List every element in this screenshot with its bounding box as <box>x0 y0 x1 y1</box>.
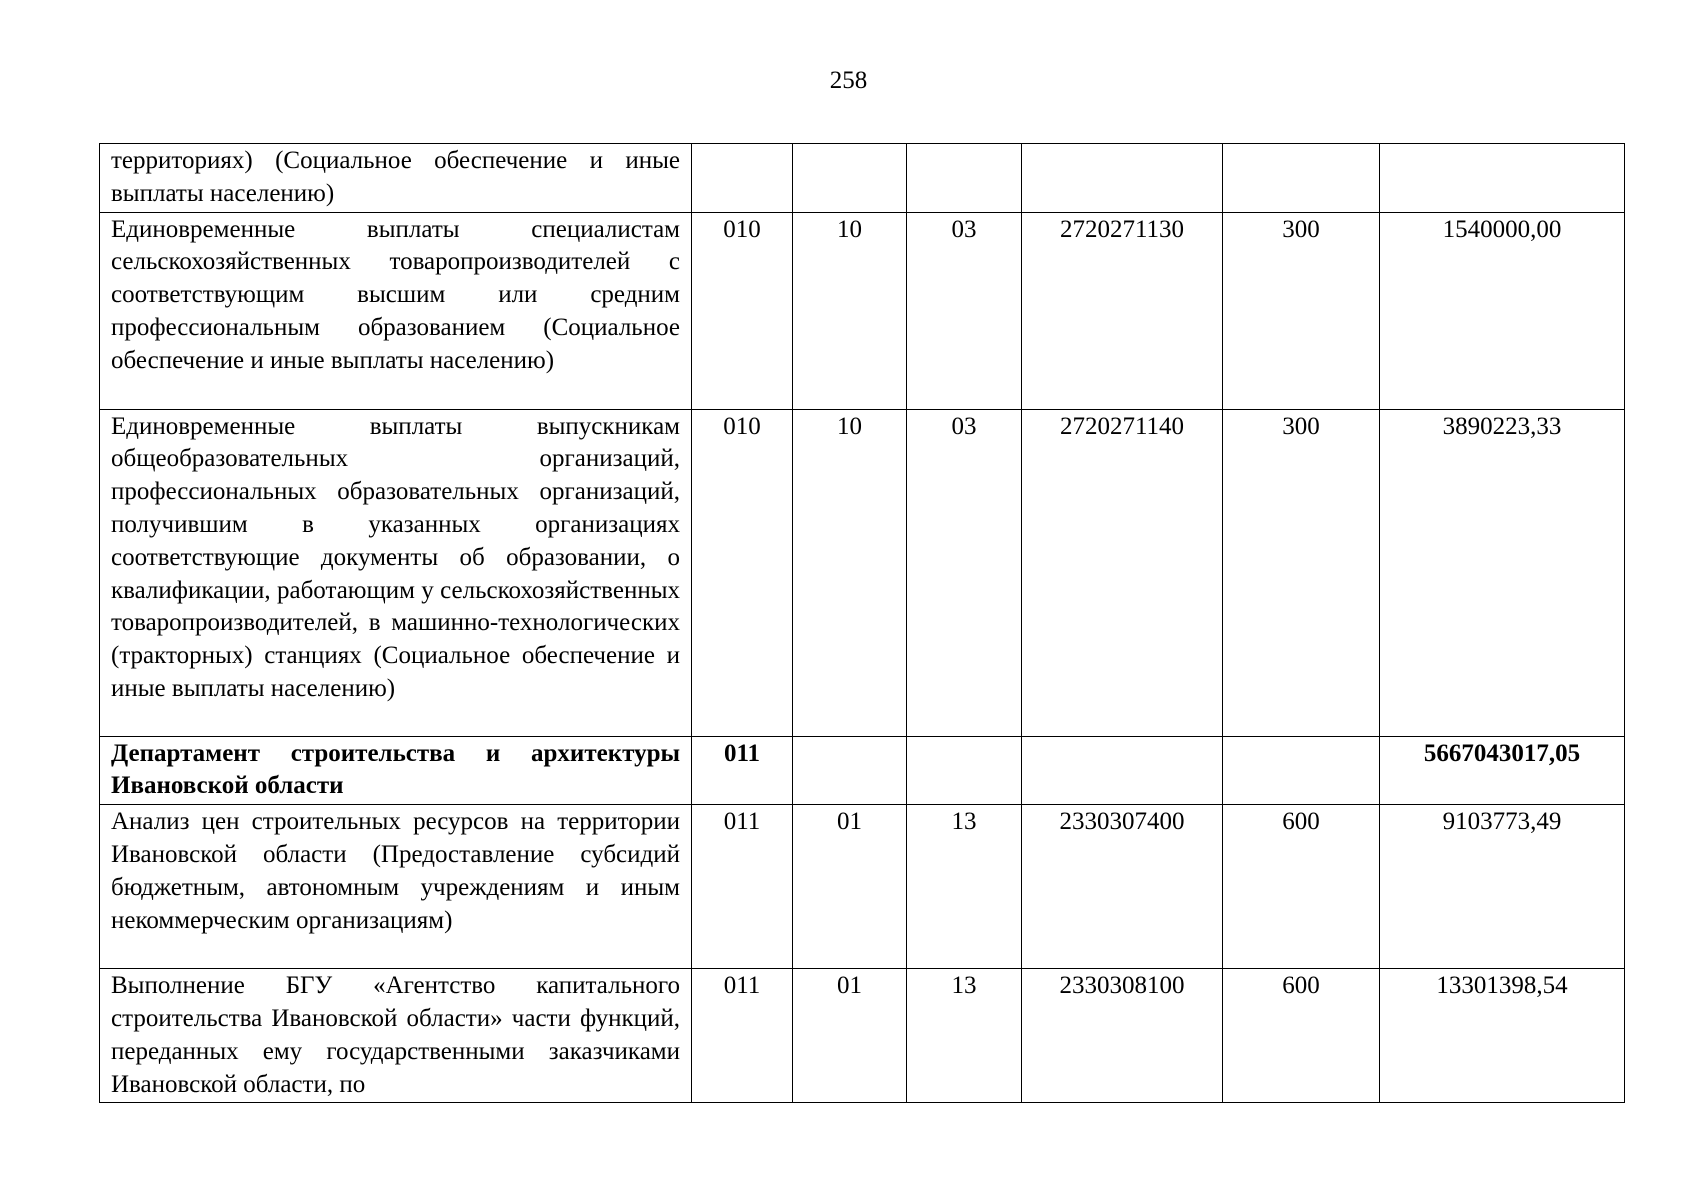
amount: 9103773,49 <box>1380 805 1625 969</box>
expense-type-code <box>1223 736 1380 805</box>
row-name: Единовременные выплаты специалистам сельскохозяйственных товаропроизводителей с соответствующим высшим или средним профессиональным образованием (Социальное обеспечение и иные выплаты населению) <box>100 212 692 409</box>
table-row <box>100 409 1625 736</box>
table-row-department <box>100 736 1625 805</box>
section-code: 10 <box>793 409 907 736</box>
ministry-code: 010 <box>692 409 793 736</box>
section-code: 01 <box>793 969 907 1103</box>
ministry-code <box>692 144 793 213</box>
target-code: 2330307400 <box>1022 805 1223 969</box>
table-body <box>100 144 1625 1103</box>
page-number: 258 <box>829 67 868 94</box>
section-code <box>793 736 907 805</box>
subsection-code: 13 <box>907 805 1022 969</box>
expense-type-code: 600 <box>1223 805 1380 969</box>
ministry-code: 011 <box>692 736 793 805</box>
section-code: 01 <box>793 805 907 969</box>
amount <box>1380 144 1625 213</box>
amount: 13301398,54 <box>1380 969 1625 1103</box>
subsection-code <box>907 736 1022 805</box>
row-name: территориях) (Социальное обеспечение и иные выплаты населению) <box>100 144 692 213</box>
expense-type-code: 300 <box>1223 212 1380 409</box>
subsection-code <box>907 144 1022 213</box>
amount: 1540000,00 <box>1380 212 1625 409</box>
target-code: 2720271130 <box>1022 212 1223 409</box>
subsection-code: 03 <box>907 409 1022 736</box>
table-row <box>100 969 1625 1103</box>
target-code: 2720271140 <box>1022 409 1223 736</box>
amount: 3890223,33 <box>1380 409 1625 736</box>
subsection-code: 03 <box>907 212 1022 409</box>
section-code: 10 <box>793 212 907 409</box>
ministry-code: 010 <box>692 212 793 409</box>
target-code <box>1022 144 1223 213</box>
ministry-code: 011 <box>692 805 793 969</box>
table-row <box>100 212 1625 409</box>
target-code: 2330308100 <box>1022 969 1223 1103</box>
subsection-code: 13 <box>907 969 1022 1103</box>
expense-type-code: 600 <box>1223 969 1380 1103</box>
expense-type-code <box>1223 144 1380 213</box>
row-name: Единовременные выплаты выпускникам общеобразовательных организаций, профессиональных образовательных организаций, получившим в указанных организациях соответствующие документы об образовании, о квалификации, работающим у сельскохозяйственных товаропроизводителей, в машинно-технологических (тракторных) станциях (Социальное обеспечение и иные выплаты населению) <box>100 409 692 736</box>
department-total-amount: 5667043017,05 <box>1380 736 1625 805</box>
target-code <box>1022 736 1223 805</box>
table-row <box>100 144 1625 213</box>
ministry-code: 011 <box>692 969 793 1103</box>
section-code <box>793 144 907 213</box>
row-name: Анализ цен строительных ресурсов на территории Ивановской области (Предоставление субсидий бюджетным, автономным учреждениям и иным некоммерческим организациям) <box>100 805 692 969</box>
budget-table <box>99 143 1625 1103</box>
department-name: Департамент строительства и архитектуры Ивановской области <box>100 736 692 805</box>
expense-type-code: 300 <box>1223 409 1380 736</box>
table-row <box>100 805 1625 969</box>
row-name: Выполнение БГУ «Агентство капитального строительства Ивановской области» части функций, переданных ему государственными заказчиками Ивановской области, по <box>100 969 692 1103</box>
